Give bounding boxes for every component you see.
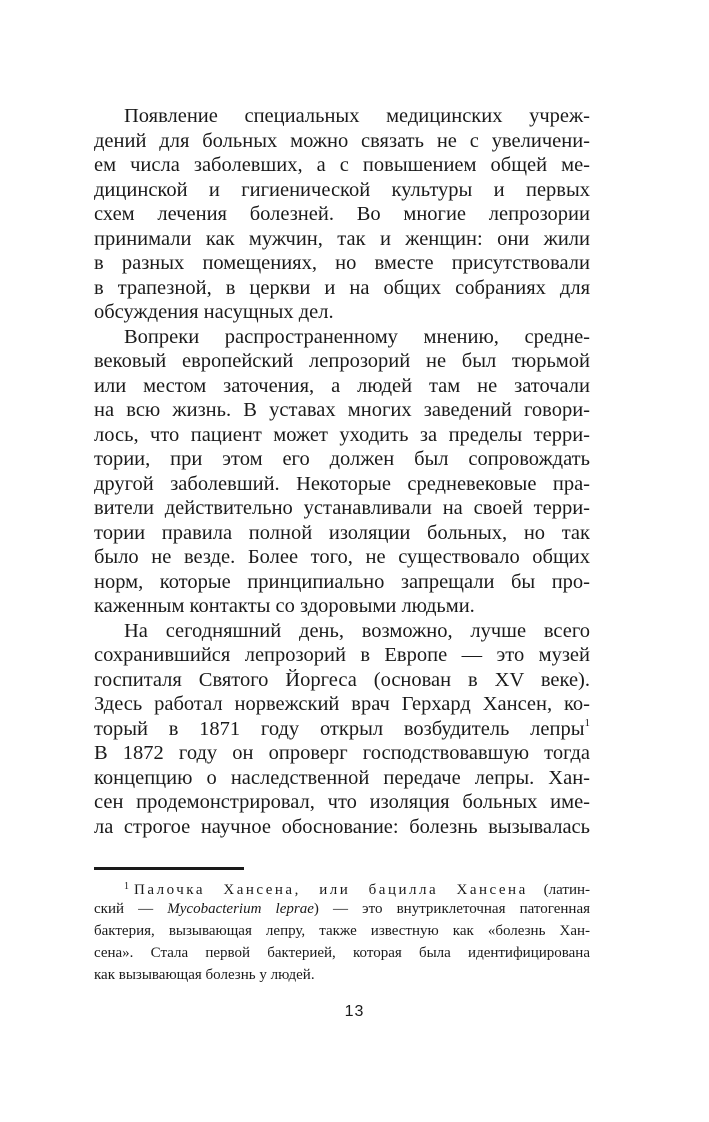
text-line: сен продемонстрировал, что изоляция больных име- (94, 791, 590, 813)
footnote-text: ) — это внутриклеточная патогенная (313, 901, 591, 917)
text-line: На сегодняшний день, возможно, лучше всего (124, 619, 590, 642)
text-line: в трапезной, в церкви и на общих собраниях для (94, 276, 590, 299)
text-line: вители действительно устанавливали на своей терри- (94, 497, 590, 519)
footnote-line (94, 876, 590, 898)
text-line: или местом заточения, а людей там не заточали (94, 374, 590, 397)
footnote-reference[interactable]: 1 (584, 716, 590, 729)
text-line: Вопреки распространенному мнению, средне- (124, 325, 590, 348)
text-line: схем лечения болезней. Во многие лепрозории (94, 203, 590, 225)
footnote-line: бактерия, вызывающая лепру, также известную как «болезнь Хан- (94, 923, 590, 939)
text-line: принимали как мужчин, так и женщин: они жили (94, 227, 590, 250)
text-line: Здесь работал норвежский врач Герхард Хансен, ко- (94, 693, 590, 715)
text-line: лось, что пациент может уходить за пределы терри- (94, 423, 590, 446)
footnote-line: сена». Стала первой бактерией, которая была идентифицирована (94, 945, 590, 961)
text-line: В 1872 году он опроверг господствовавшую тогда (94, 742, 590, 764)
footnote-term: Палочка Хансена, или бацилла Хансена (134, 882, 528, 898)
footnote-line: как вызывающая болезнь у людей. (94, 967, 315, 983)
main-text (94, 104, 590, 839)
footnote-latin-name: Mycobacterium leprae (167, 901, 314, 917)
text-line: ла строгое научное обоснование: болезнь вызывалась (94, 815, 590, 838)
footnote-text: (латин- (543, 882, 590, 898)
text-line: было не везде. Более того, не существовало общих (94, 546, 590, 568)
footnote-text: ский — (94, 901, 154, 917)
text-line: концепцию о наследственной передаче лепры. Хан- (94, 766, 590, 789)
text-line: норм, которые принципиально запрещали бы про- (94, 570, 590, 593)
text-line: тории правила полной изоляции больных, но так (94, 521, 590, 544)
text-line: тории, при этом его должен был сопровождать (94, 448, 590, 470)
text-line: в разных помещениях, но вместе присутствовали (94, 252, 590, 274)
text-line-with-footnote-ref (94, 717, 590, 742)
text-line: госпиталя Святого Йоргеса (основан в XV веке). (94, 668, 590, 691)
footnote-number: 1 (124, 881, 129, 892)
text-line: сохранившийся лепрозорий в Европе — это музей (94, 644, 590, 666)
text-line: каженным контакты со здоровыми людьми. (94, 595, 475, 617)
text-line: вековый европейский лепрозорий не был тюрьмой (94, 350, 590, 372)
text-line-content: торый в 1871 году открыл возбудитель лепры (94, 717, 585, 740)
footnote-divider (94, 867, 244, 870)
text-line: обсуждения насущных дел. (94, 301, 334, 323)
text-line: ем числа заболевших, а с повышением общей ме- (94, 154, 590, 176)
text-line: другой заболевший. Некоторые средневековые пра- (94, 472, 590, 495)
footnote (94, 876, 590, 986)
footnote-line (94, 898, 590, 920)
text-line: дицинской и гигиенической культуры и первых (94, 178, 590, 201)
text-line: дений для больных можно связать не с увеличени- (94, 129, 590, 152)
text-line: на всю жизнь. В уставах многих заведений говори- (94, 399, 590, 421)
page-number: 13 (344, 1003, 365, 1020)
text-line: Появление специальных медицинских учреж- (124, 105, 590, 127)
